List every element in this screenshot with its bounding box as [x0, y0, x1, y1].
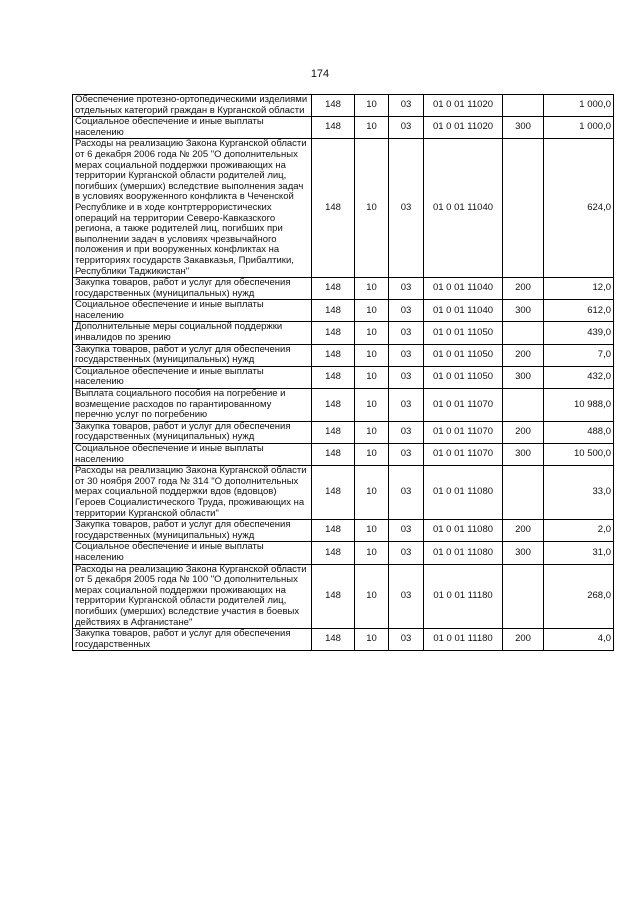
row-org-code: 148 — [312, 278, 355, 300]
row-target-code: 01 0 01 11180 — [424, 564, 503, 629]
row-target-code: 01 0 01 11080 — [424, 542, 503, 564]
row-name: Расходы на реализацию Закона Курганской области от 30 ноября 2007 года № 314 "О дополнительных мерах социальной поддержки вдов (вдовцов) Героев Социалистического Труда, проживающих на территории Курганской области" — [73, 466, 312, 520]
row-org-code: 148 — [312, 389, 355, 422]
row-subsection: 03 — [389, 139, 424, 278]
row-section: 10 — [355, 421, 389, 443]
row-amount: 31,0 — [544, 542, 614, 564]
row-subsection: 03 — [389, 564, 424, 629]
table-row — [73, 95, 614, 117]
row-expense-type — [503, 139, 544, 278]
row-expense-type — [503, 564, 544, 629]
row-amount: 439,0 — [544, 322, 614, 344]
row-org-code: 148 — [312, 444, 355, 466]
row-expense-type: 300 — [503, 542, 544, 564]
table-row — [73, 466, 614, 520]
table-row — [73, 344, 614, 366]
row-expense-type: 300 — [503, 117, 544, 139]
row-expense-type — [503, 95, 544, 117]
row-amount: 1 000,0 — [544, 95, 614, 117]
row-name: Расходы на реализацию Закона Курганской области от 6 декабря 2006 года № 205 "О дополнительных мерах социальной поддержки проживающих на территории Курганской области родителей лиц, погибших (умерших) вследствие выполнения задач в условиях вооруженного конфликта в Чеченской Республике и в ходе контртеррористических операций на территории Северо-Кавказского региона, а также родителей лиц, погибших при выполнении задач в условиях чрезвычайного положения и при вооруженных конфликтах на территориях государств Закавказья, Прибалтики, Республики Таджикистан" — [73, 139, 312, 278]
row-amount: 624,0 — [544, 139, 614, 278]
row-org-code: 148 — [312, 520, 355, 542]
table-row — [73, 322, 614, 344]
row-amount: 10 988,0 — [544, 389, 614, 422]
row-org-code: 148 — [312, 139, 355, 278]
row-expense-type: 200 — [503, 520, 544, 542]
row-target-code: 01 0 01 11080 — [424, 520, 503, 542]
row-expense-type: 300 — [503, 300, 544, 322]
table-row — [73, 300, 614, 322]
row-target-code: 01 0 01 11070 — [424, 444, 503, 466]
row-org-code: 148 — [312, 366, 355, 388]
row-section: 10 — [355, 629, 389, 651]
row-subsection: 03 — [389, 542, 424, 564]
row-subsection: 03 — [389, 95, 424, 117]
row-org-code: 148 — [312, 300, 355, 322]
row-org-code: 148 — [312, 344, 355, 366]
row-subsection: 03 — [389, 520, 424, 542]
row-section: 10 — [355, 95, 389, 117]
row-subsection: 03 — [389, 389, 424, 422]
row-name: Дополнительные меры социальной поддержки инвалидов по зрению — [73, 322, 312, 344]
row-org-code: 148 — [312, 117, 355, 139]
row-subsection: 03 — [389, 300, 424, 322]
row-name: Социальное обеспечение и иные выплаты населению — [73, 366, 312, 388]
table-row — [73, 444, 614, 466]
row-name: Обеспечение протезно-ортопедическими изделиями отдельных категорий граждан в Курганской области — [73, 95, 312, 117]
row-name: Расходы на реализацию Закона Курганской области от 5 декабря 2005 года № 100 "О дополнительных мерах социальной поддержки проживающих на территории Курганской области родителей лиц, погибших (умерших) вследствие участия в боевых действиях в Афганистане" — [73, 564, 312, 629]
row-target-code: 01 0 01 11040 — [424, 300, 503, 322]
row-name: Социальное обеспечение и иные выплаты населению — [73, 300, 312, 322]
row-amount: 12,0 — [544, 278, 614, 300]
row-subsection: 03 — [389, 117, 424, 139]
table-row — [73, 366, 614, 388]
budget-table — [72, 94, 614, 651]
row-amount: 268,0 — [544, 564, 614, 629]
row-expense-type: 300 — [503, 444, 544, 466]
row-subsection: 03 — [389, 466, 424, 520]
row-expense-type: 200 — [503, 278, 544, 300]
table-row — [73, 421, 614, 443]
row-name: Закупка товаров, работ и услуг для обеспечения государственных — [73, 629, 312, 651]
row-amount: 432,0 — [544, 366, 614, 388]
row-org-code: 148 — [312, 322, 355, 344]
row-amount: 4,0 — [544, 629, 614, 651]
row-name: Закупка товаров, работ и услуг для обеспечения государственных (муниципальных) нужд — [73, 278, 312, 300]
row-section: 10 — [355, 117, 389, 139]
row-subsection: 03 — [389, 421, 424, 443]
row-subsection: 03 — [389, 278, 424, 300]
row-expense-type — [503, 389, 544, 422]
row-amount: 488,0 — [544, 421, 614, 443]
row-target-code: 01 0 01 11040 — [424, 139, 503, 278]
row-target-code: 01 0 01 11070 — [424, 389, 503, 422]
row-expense-type: 300 — [503, 366, 544, 388]
row-org-code: 148 — [312, 542, 355, 564]
row-org-code: 148 — [312, 421, 355, 443]
row-amount: 1 000,0 — [544, 117, 614, 139]
row-section: 10 — [355, 389, 389, 422]
row-section: 10 — [355, 366, 389, 388]
row-amount: 33,0 — [544, 466, 614, 520]
table-row — [73, 117, 614, 139]
row-section: 10 — [355, 542, 389, 564]
row-amount: 10 500,0 — [544, 444, 614, 466]
row-target-code: 01 0 01 11020 — [424, 117, 503, 139]
row-subsection: 03 — [389, 344, 424, 366]
table-row — [73, 278, 614, 300]
table-row — [73, 139, 614, 278]
row-section: 10 — [355, 520, 389, 542]
row-target-code: 01 0 01 11080 — [424, 466, 503, 520]
row-section: 10 — [355, 466, 389, 520]
row-name: Социальное обеспечение и иные выплаты населению — [73, 444, 312, 466]
row-expense-type — [503, 466, 544, 520]
row-expense-type — [503, 322, 544, 344]
row-section: 10 — [355, 344, 389, 366]
row-amount: 2,0 — [544, 520, 614, 542]
row-expense-type: 200 — [503, 344, 544, 366]
row-subsection: 03 — [389, 366, 424, 388]
row-section: 10 — [355, 564, 389, 629]
row-org-code: 148 — [312, 95, 355, 117]
row-subsection: 03 — [389, 444, 424, 466]
row-target-code: 01 0 01 11050 — [424, 366, 503, 388]
row-amount: 7,0 — [544, 344, 614, 366]
table-row — [73, 629, 614, 651]
table-row — [73, 520, 614, 542]
row-name: Социальное обеспечение и иные выплаты населению — [73, 117, 312, 139]
row-section: 10 — [355, 322, 389, 344]
row-amount: 612,0 — [544, 300, 614, 322]
table-row — [73, 542, 614, 564]
table-row — [73, 389, 614, 422]
row-expense-type: 200 — [503, 629, 544, 651]
row-name: Закупка товаров, работ и услуг для обеспечения государственных (муниципальных) нужд — [73, 520, 312, 542]
row-target-code: 01 0 01 11040 — [424, 278, 503, 300]
page-number: 174 — [310, 68, 330, 80]
row-name: Закупка товаров, работ и услуг для обеспечения государственных (муниципальных) нужд — [73, 421, 312, 443]
row-name: Закупка товаров, работ и услуг для обеспечения государственных (муниципальных) нужд — [73, 344, 312, 366]
row-org-code: 148 — [312, 564, 355, 629]
row-subsection: 03 — [389, 322, 424, 344]
row-name: Выплата социального пособия на погребение и возмещение расходов по гарантированному перечню услуг по погребению — [73, 389, 312, 422]
row-section: 10 — [355, 139, 389, 278]
row-subsection: 03 — [389, 629, 424, 651]
row-target-code: 01 0 01 11050 — [424, 344, 503, 366]
row-expense-type: 200 — [503, 421, 544, 443]
row-name: Социальное обеспечение и иные выплаты населению — [73, 542, 312, 564]
row-target-code: 01 0 01 11020 — [424, 95, 503, 117]
row-target-code: 01 0 01 11050 — [424, 322, 503, 344]
row-section: 10 — [355, 444, 389, 466]
row-section: 10 — [355, 278, 389, 300]
row-org-code: 148 — [312, 466, 355, 520]
table-row — [73, 564, 614, 629]
budget-table-body — [73, 95, 614, 651]
row-section: 10 — [355, 300, 389, 322]
row-target-code: 01 0 01 11070 — [424, 421, 503, 443]
row-target-code: 01 0 01 11180 — [424, 629, 503, 651]
row-org-code: 148 — [312, 629, 355, 651]
